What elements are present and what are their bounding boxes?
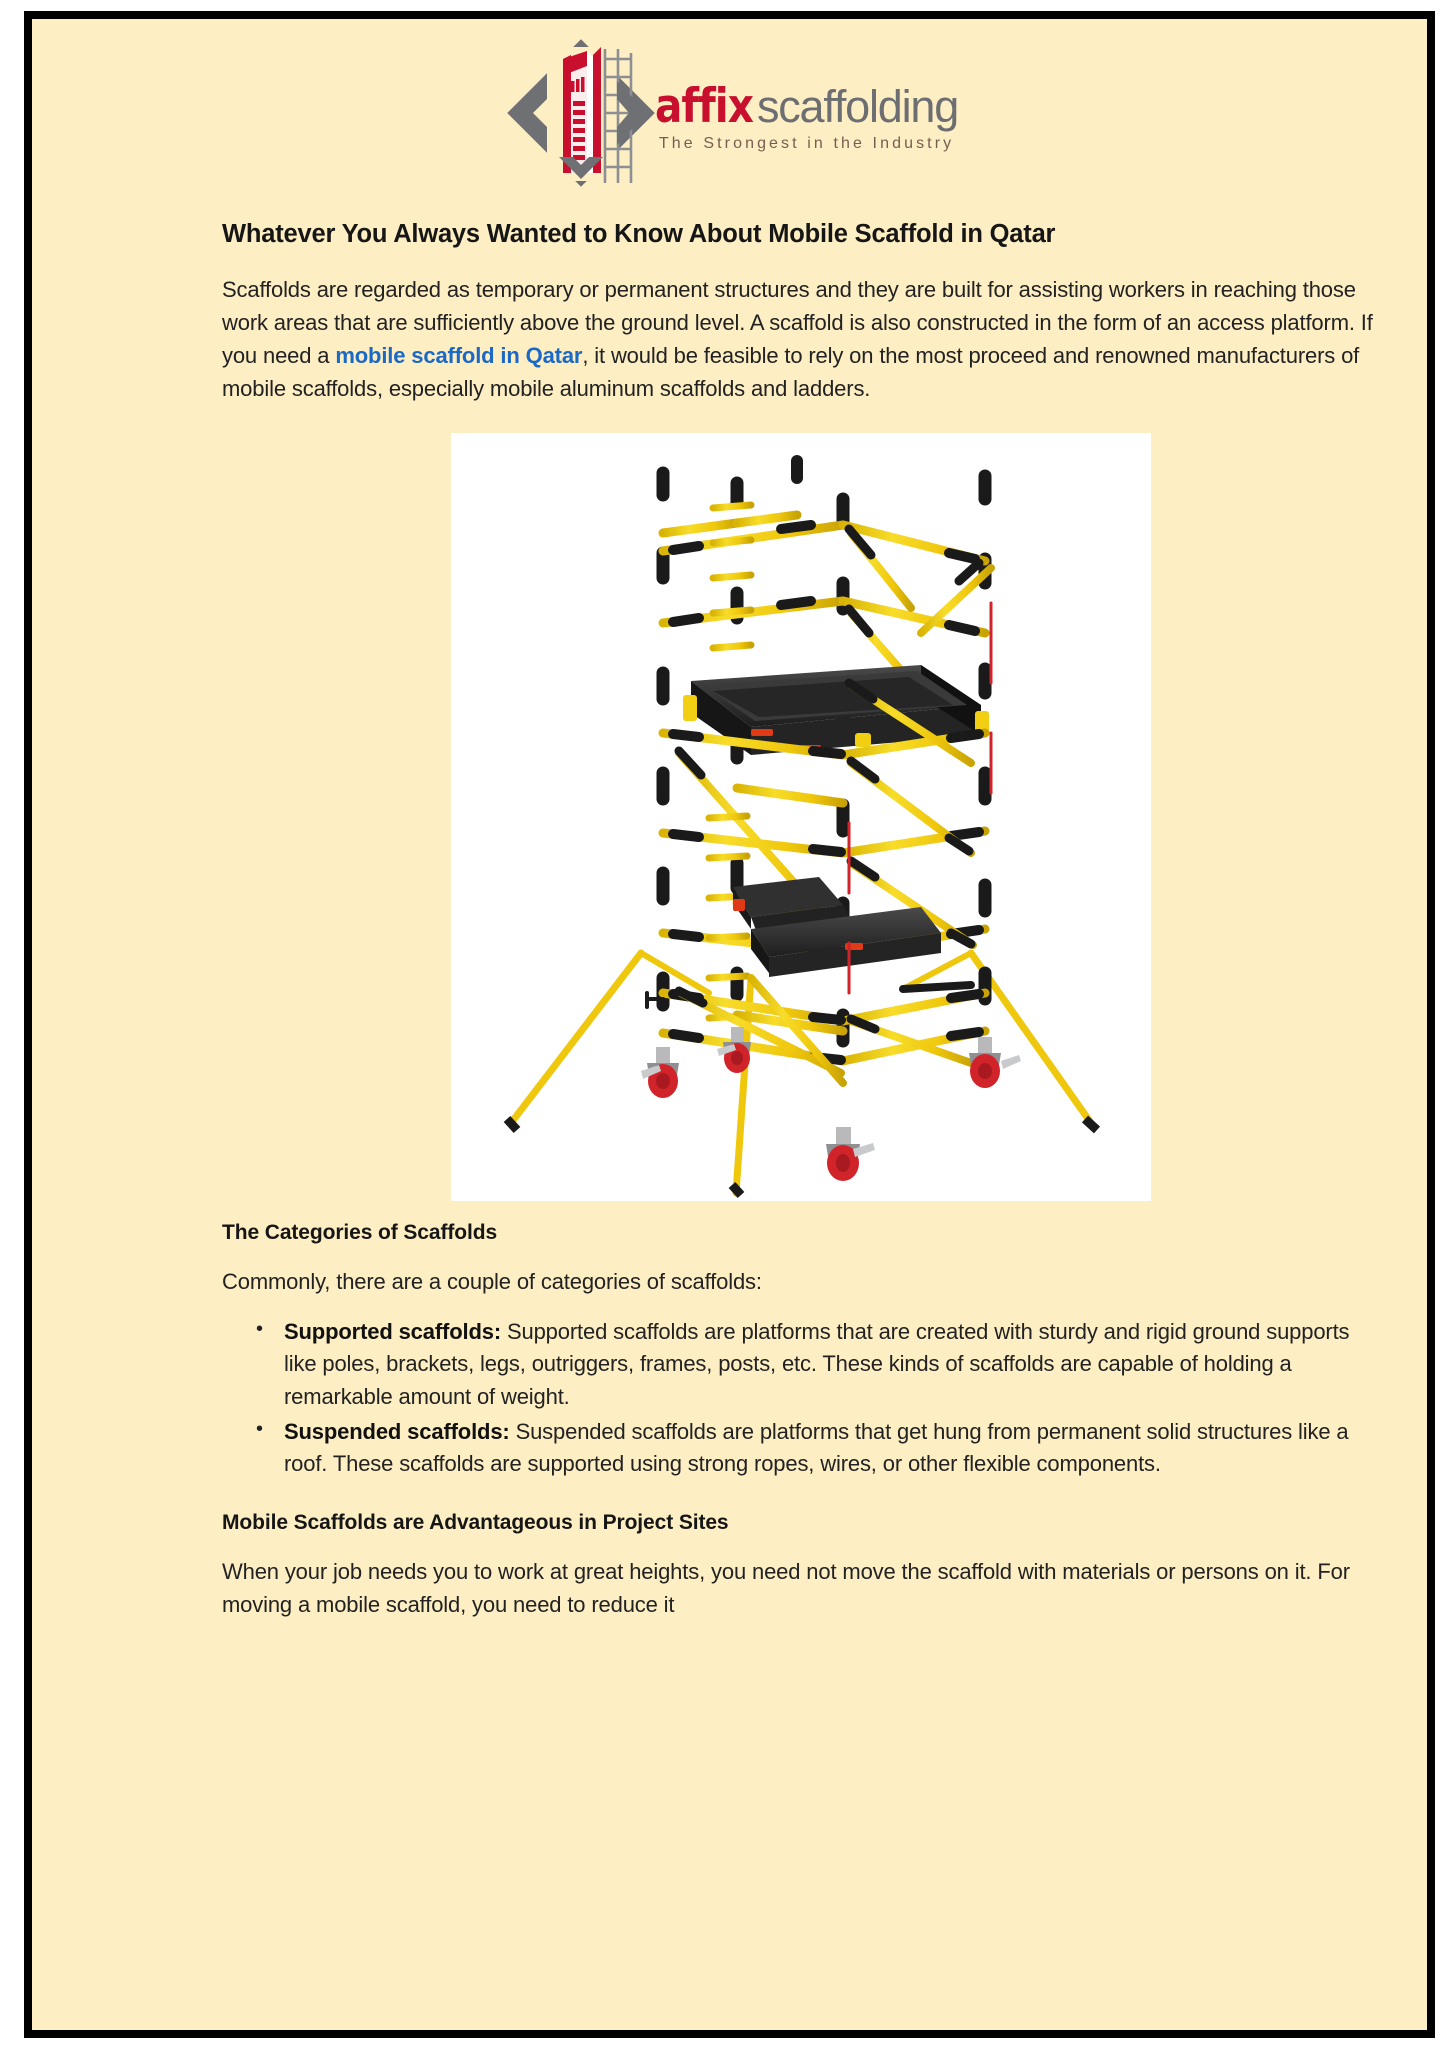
list-item <box>284 1416 1379 1481</box>
logo-tagline: The Strongest in the Industry <box>658 135 955 152</box>
page-border-frame <box>24 11 1435 2038</box>
intro-text-after-link: , it would be feasible to rely on the most proceed and renowned manufacturers of mobile scaffolds, especially mobile aluminum scaffolds and ladders. <box>222 342 1360 401</box>
bullet-text: Supported scaffolds are platforms that are created with sturdy and rigid ground supports like poles, brackets, legs, outriggers, frames, posts, etc. These kinds of scaffolds are capable of holding a remarkable amount of weight. <box>284 1318 1350 1409</box>
site-logo-header <box>32 19 1427 199</box>
scaffold-categories-list <box>222 1316 1379 1481</box>
section-paragraph-categories: Commonly, there are a couple of categories of scaffolds: <box>222 1268 762 1294</box>
bullet-text: Suspended scaffolds are platforms that get hung from permanent solid structures like a roof. These scaffolds are supported using strong ropes, wires, or other flexible components. <box>284 1418 1349 1477</box>
section-heading-advantages: Mobile Scaffolds are Advantageous in Project Sites <box>222 1510 729 1534</box>
mobile-scaffold-qatar-link[interactable]: mobile scaffold in Qatar <box>335 342 583 368</box>
section-heading-categories: The Categories of Scaffolds <box>222 1220 498 1244</box>
section-paragraph-advantages: When your job needs you to work at great heights, you need not move the scaffold with materials or persons on it. For moving a mobile scaffold, you need to reduce it <box>222 1558 1350 1617</box>
logo-wordmark <box>654 79 959 153</box>
bullet-lead: Suspended scaffolds: <box>284 1418 510 1444</box>
mobile-scaffold-tower-image <box>451 433 1151 1201</box>
logo-brand-secondary: scaffolding <box>756 81 959 132</box>
figure-block <box>222 433 1379 1201</box>
page-sheet <box>32 19 1427 2030</box>
logo-brand-primary: affix <box>654 79 753 134</box>
affix-diamond-building-scaffold-logo-icon <box>501 33 661 193</box>
intro-text-before-link: Scaffolds are regarded as temporary or permanent structures and they are built for assisting workers in reaching those work areas that are sufficiently above the ground level. A scaffold is also constructed in the form of an access platform. If you need a <box>222 276 1373 368</box>
page-title: Whatever You Always Wanted to Know About Mobile Scaffold in Qatar <box>222 220 1056 248</box>
bullet-lead: Supported scaffolds: <box>284 1318 502 1344</box>
article-content <box>32 219 1427 1621</box>
intro-paragraph <box>222 273 1379 405</box>
logo-wordmark-line <box>654 79 959 134</box>
list-item <box>284 1316 1379 1414</box>
affix-logo[interactable] <box>501 33 958 193</box>
